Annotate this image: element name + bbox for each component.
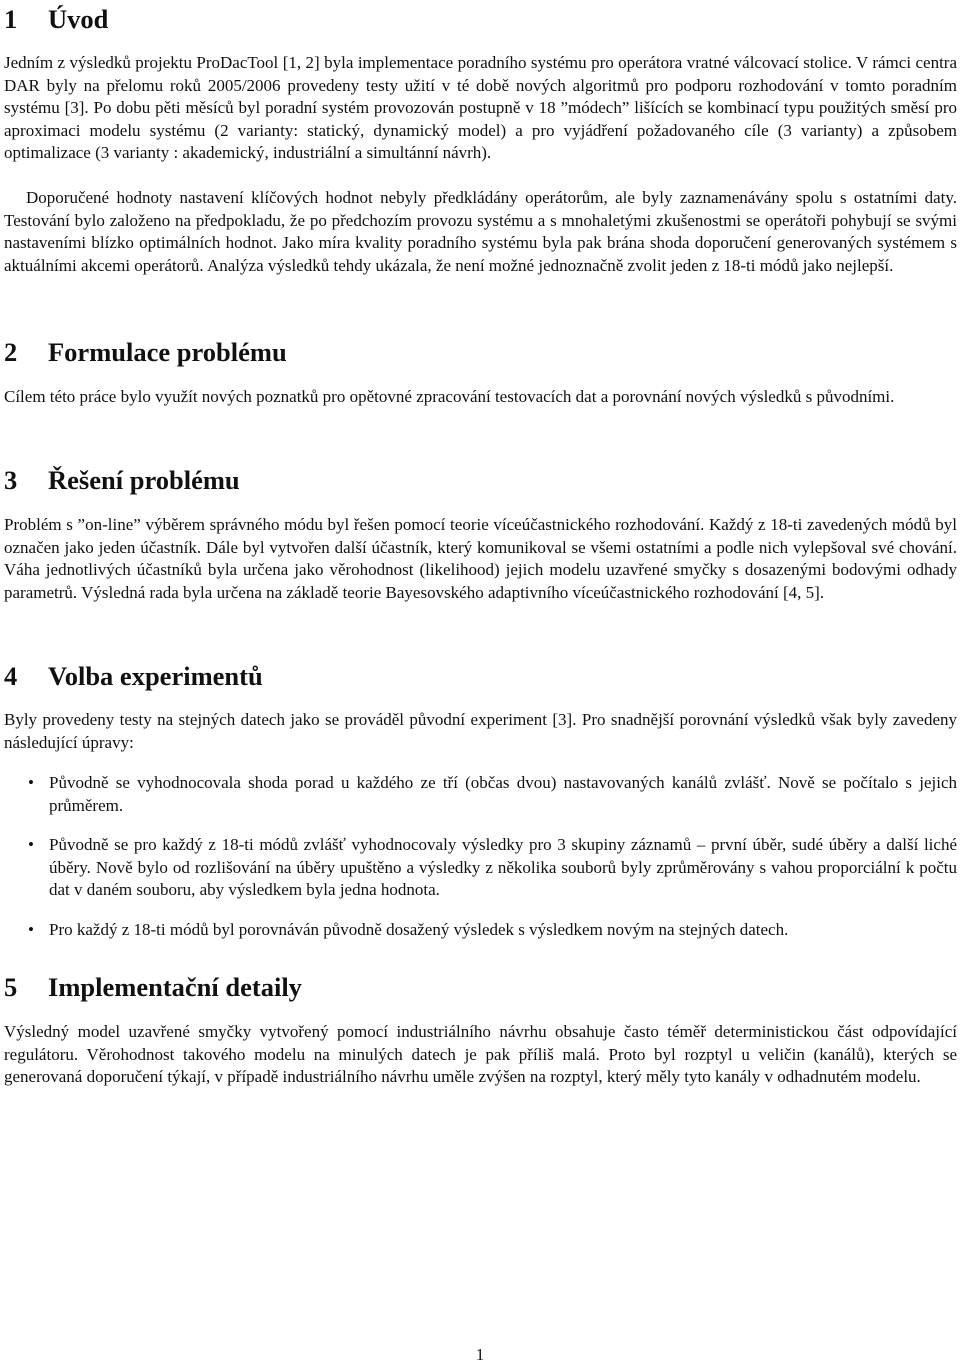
- paragraph: Byly provedeny testy na stejných datech jako se prováděl původní experiment [3]. Pro snadnější porovnání výsledků však byly zavedeny následující úpravy:: [4, 710, 957, 752]
- page-number: 1: [475, 1345, 485, 1364]
- section-title: Úvod: [48, 4, 109, 34]
- list-item-text: Pro každý z 18-ti módů byl porovnáván původně dosažený výsledek s výsledkem novým na stejných datech.: [49, 919, 789, 939]
- section-number: 2: [4, 337, 18, 367]
- list-item-text: Původně se vyhodnocovala shoda porad u každého ze tří (občas dvou) nastavovaných kanálů zvlášť. Nově se počítalo s jejich průměrem.: [49, 773, 957, 815]
- section-number: 5: [4, 972, 18, 1002]
- bullet-marker: •: [28, 773, 34, 792]
- section-title: Formulace problému: [48, 337, 287, 367]
- section-heading-5: [4, 970, 302, 1004]
- list-item: [4, 919, 957, 942]
- section-number: 3: [4, 465, 18, 495]
- bullet-marker: •: [28, 919, 34, 939]
- section-title: Implementační detaily: [48, 972, 302, 1002]
- list-item-text: Původně se pro každý z 18-ti módů zvlášť vyhodnocovaly výsledky pro 3 skupiny záznamů – první úběr, sudé úběry a další liché úběry. Nově bylo od rozlišování na úběry upuštěno a výsledky z několika souborů byly zprůměrovány s vahou proporciální k počtu dat v daném souboru, aby výsledkem byla jedna hodnota.: [49, 835, 957, 900]
- section-number: 4: [4, 661, 18, 691]
- list-item: [4, 772, 957, 817]
- list-item: [4, 834, 957, 902]
- section-heading-4: [4, 659, 263, 693]
- paragraph: Problém s ”on-line” výběrem správného módu byl řešen pomocí teorie víceúčastnického rozhodování. Každý z 18-ti zavedených módů byl označen jako jeden účastník. Dále byl vytvořen další účastník, který komunikoval se všemi ostatními a podle nich vylepšoval své chování. Váha jednotlivých účastníků byla určena jako věrohodnost (likelihood) jejich modelu uzavřené smyčky s dosazenými bodovými odhady parametrů. Výsledná rada byla určena na základě teorie Bayesovského adaptivního víceúčastnického rozhodování [4, 5].: [4, 515, 957, 602]
- section-title: Volba experimentů: [48, 661, 263, 691]
- bullet-list: [4, 772, 957, 942]
- section-number: 1: [4, 4, 18, 34]
- section-heading-2: [4, 335, 287, 369]
- paragraph: Výsledný model uzavřené smyčky vytvořený pomocí industriálního návrhu obsahuje často téměř deterministickou část odpovídající regulátoru. Věrohodnost takového modelu na minulých datech je pak příliš malá. Proto byl rozptyl u veličin (kanálů), kterých se generovaná doporučení týkají, v případě industriálního návrhu uměle zvýšen na rozptyl, který měly tyto kanály v odhadnutém modelu.: [4, 1022, 957, 1087]
- paragraph: Cílem této práce bylo využít nových poznatků pro opětovné zpracování testovacích dat a porovnání nových výsledků s původními.: [4, 387, 895, 406]
- section-heading-1: [4, 2, 108, 36]
- paragraph: Jedním z výsledků projektu ProDacTool [1, 2] byla implementace poradního systému pro operátora vratné válcovací stolice. V rámci centra DAR byly na přelomu roků 2005/2006 provedeny testy užití v té době nových algoritmů pro podporu rozhodování v tomto poradním systému [3]. Po dobu pěti měsíců byl poradní systém provozován postupně v 18 ”módech” lišících se kombinací typu použitých směsí pro aproximaci modelu systému (2 varianty: statický, dynamický model) a pro vyjádření požadovaného cíle (3 varianty) a způsobem optimalizace (3 varianty : akademický, industriální a simultánní návrh).: [4, 53, 957, 163]
- section-title: Řešení problému: [48, 465, 240, 495]
- paragraph: Doporučené hodnoty nastavení klíčových hodnot nebyly předkládány operátorům, ale byly zaznamenávány spolu s ostatními daty. Testování bylo založeno na předpokladu, že po předchozím provozu systému a s mnohaletými zkušenostmi se operátoři pohybují se svými nastaveními blízko optimálních hodnot. Jako míra kvality poradního systému byla pak brána shoda doporučení generovaných systémem s aktuálními akcemi operátorů. Analýza výsledků tehdy ukázala, že není možné jednoznačně zvolit jeden z 18-ti módů jako nejlepší.: [4, 188, 957, 275]
- section-heading-3: [4, 463, 240, 497]
- bullet-marker: •: [28, 835, 34, 855]
